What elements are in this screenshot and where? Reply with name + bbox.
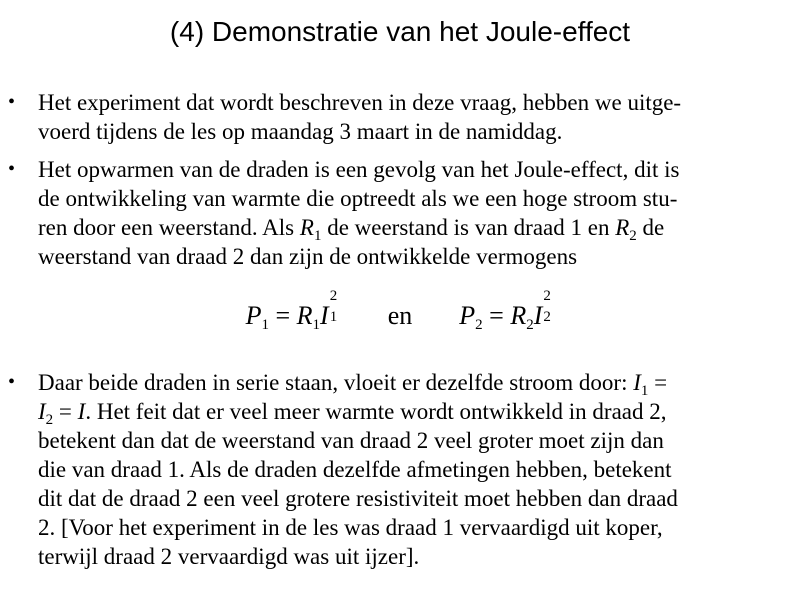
bullet-dot: • bbox=[8, 371, 16, 393]
bullet-3 bbox=[8, 368, 788, 571]
bullet-2-line-4: weerstand van draad 2 dan zijn de ontwikkelde vermogens bbox=[38, 244, 578, 269]
eq-r2: $R_2$ bbox=[510, 301, 534, 333]
bullet-3-line-7: terwijl draad 2 vervaardigd was uit ijzer]. bbox=[38, 544, 420, 569]
eq-p1: $P_1$ bbox=[245, 301, 269, 333]
symbol-i: I bbox=[77, 399, 86, 424]
power-equation bbox=[0, 288, 800, 333]
slide-title: (4) Demonstratie van het Joule-effect bbox=[169, 16, 631, 47]
eq-equals: = bbox=[482, 301, 511, 330]
bullet-dot: • bbox=[8, 158, 16, 180]
symbol-r1: $R_1$ bbox=[299, 215, 322, 244]
eq-equals: = bbox=[268, 301, 297, 330]
text-fragment: Daar beide draden in serie staan, vloeit er dezelfde stroom door: bbox=[38, 370, 634, 395]
symbol-i1: $I_1$ bbox=[633, 370, 649, 399]
symbol-r2: $R_2$ bbox=[615, 215, 637, 244]
bullet-1 bbox=[8, 88, 788, 146]
text-fragment: = bbox=[53, 399, 78, 424]
symbol-i2: $I_2$ bbox=[38, 399, 54, 428]
eq-i2-squared: I 2 2 bbox=[533, 288, 551, 330]
bullet-dot: • bbox=[8, 91, 16, 113]
bullet-2-line-2: de ontwikkeling van warmte die optreedt als we een hoge stroom stu- bbox=[38, 186, 678, 211]
bullet-3-line-6: 2. [Voor het experiment in de les was draad 1 vervaardigd uit koper, bbox=[38, 515, 663, 540]
eq-r1: $R_1$ bbox=[296, 301, 321, 333]
bullet-3-line-5: dit dat de draad 2 een veel grotere resistiviteit moet hebben dan draad bbox=[38, 486, 678, 511]
bullet-3-line-4: die van draad 1. Als de draden dezelfde afmetingen hebben, betekent bbox=[38, 457, 672, 482]
eq-i1-squared: I 2 1 bbox=[320, 288, 338, 330]
bullet-2-line-3 bbox=[38, 213, 788, 242]
bullet-3-line-2 bbox=[38, 397, 788, 426]
text-fragment: de bbox=[636, 215, 665, 240]
bullet-2-line-1: Het opwarmen van de draden is een gevolg van het Joule-effect, dit is bbox=[38, 157, 680, 182]
text-fragment: ren door een weerstand. Als bbox=[38, 215, 300, 240]
bullet-3-line-1 bbox=[38, 368, 788, 397]
text-fragment: . Het feit dat er veel meer warmte wordt ontwikkeld in draad 2, bbox=[85, 399, 667, 424]
text-fragment: = bbox=[648, 370, 668, 395]
bullet-1-line-1: Het experiment dat wordt beschreven in deze vraag, hebben we uitge- bbox=[38, 90, 682, 115]
bullet-1-line-2: voerd tijdens de les op maandag 3 maart in de namiddag. bbox=[38, 119, 563, 144]
text-fragment: de weerstand is van draad 1 en bbox=[321, 215, 616, 240]
eq-en: en bbox=[387, 301, 413, 330]
bullet-3-line-3: betekent dan dat de weerstand van draad 2 veel groter moet zijn dan bbox=[38, 428, 664, 453]
eq-p2: $P_2$ bbox=[459, 301, 483, 333]
bullet-2 bbox=[8, 155, 788, 271]
